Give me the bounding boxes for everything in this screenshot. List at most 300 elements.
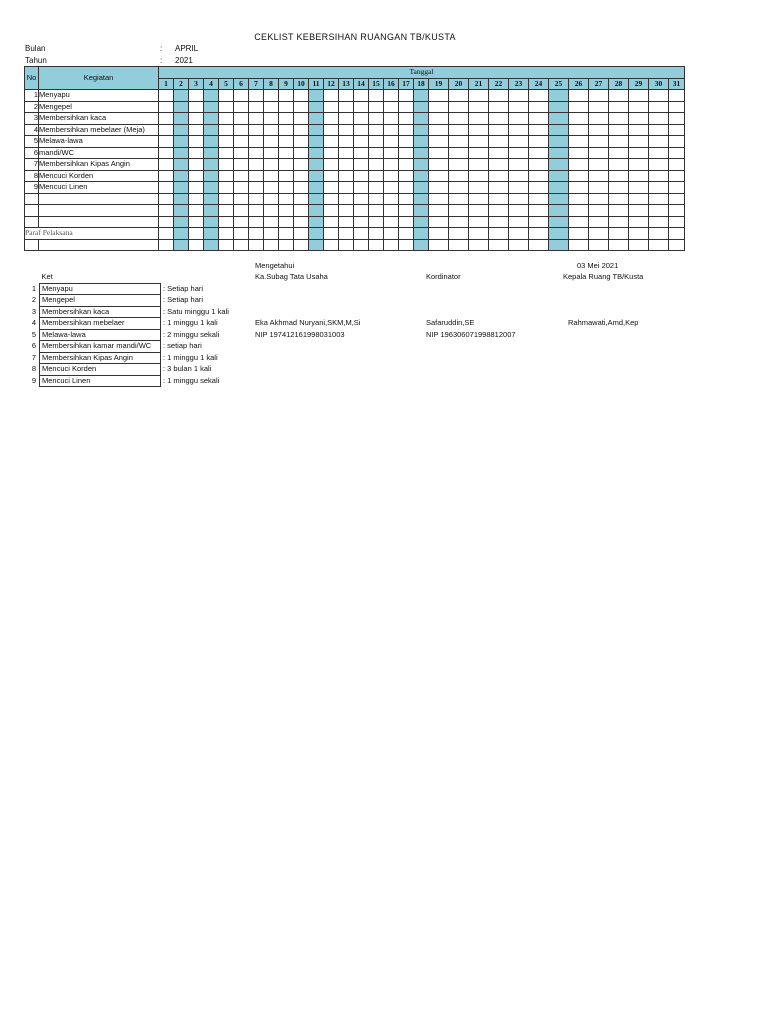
- check-cell[interactable]: [249, 113, 264, 125]
- check-cell[interactable]: [669, 205, 685, 217]
- check-cell[interactable]: [189, 159, 204, 171]
- check-cell[interactable]: [189, 170, 204, 182]
- check-cell[interactable]: [189, 113, 204, 125]
- check-cell[interactable]: [529, 182, 549, 194]
- check-cell[interactable]: [629, 113, 649, 125]
- check-cell[interactable]: [294, 216, 309, 228]
- check-cell[interactable]: [219, 193, 234, 205]
- check-cell[interactable]: [369, 239, 384, 251]
- check-cell[interactable]: [204, 90, 219, 102]
- check-cell[interactable]: [469, 239, 489, 251]
- check-cell[interactable]: [629, 124, 649, 136]
- check-cell[interactable]: [649, 193, 669, 205]
- check-cell[interactable]: [449, 101, 469, 113]
- check-cell[interactable]: [324, 239, 339, 251]
- check-cell[interactable]: [324, 228, 339, 240]
- check-cell[interactable]: [219, 124, 234, 136]
- check-cell[interactable]: [204, 193, 219, 205]
- check-cell[interactable]: [569, 124, 589, 136]
- check-cell[interactable]: [354, 124, 369, 136]
- check-cell[interactable]: [649, 124, 669, 136]
- check-cell[interactable]: [174, 90, 189, 102]
- check-cell[interactable]: [629, 147, 649, 159]
- check-cell[interactable]: [589, 170, 609, 182]
- check-cell[interactable]: [294, 136, 309, 148]
- check-cell[interactable]: [264, 147, 279, 159]
- check-cell[interactable]: [324, 182, 339, 194]
- check-cell[interactable]: [529, 159, 549, 171]
- check-cell[interactable]: [414, 90, 429, 102]
- check-cell[interactable]: [549, 113, 569, 125]
- check-cell[interactable]: [279, 170, 294, 182]
- check-cell[interactable]: [489, 193, 509, 205]
- check-cell[interactable]: [589, 193, 609, 205]
- check-cell[interactable]: [549, 90, 569, 102]
- check-cell[interactable]: [264, 113, 279, 125]
- check-cell[interactable]: [309, 90, 324, 102]
- check-cell[interactable]: [589, 216, 609, 228]
- check-cell[interactable]: [399, 124, 414, 136]
- check-cell[interactable]: [204, 228, 219, 240]
- check-cell[interactable]: [609, 216, 629, 228]
- check-cell[interactable]: [219, 147, 234, 159]
- check-cell[interactable]: [294, 124, 309, 136]
- check-cell[interactable]: [399, 239, 414, 251]
- check-cell[interactable]: [219, 101, 234, 113]
- check-cell[interactable]: [414, 170, 429, 182]
- check-cell[interactable]: [589, 205, 609, 217]
- check-cell[interactable]: [669, 170, 685, 182]
- check-cell[interactable]: [189, 228, 204, 240]
- check-cell[interactable]: [589, 182, 609, 194]
- check-cell[interactable]: [549, 193, 569, 205]
- check-cell[interactable]: [249, 182, 264, 194]
- check-cell[interactable]: [509, 182, 529, 194]
- check-cell[interactable]: [649, 159, 669, 171]
- check-cell[interactable]: [429, 170, 449, 182]
- check-cell[interactable]: [649, 239, 669, 251]
- check-cell[interactable]: [509, 170, 529, 182]
- check-cell[interactable]: [294, 239, 309, 251]
- check-cell[interactable]: [449, 124, 469, 136]
- check-cell[interactable]: [509, 136, 529, 148]
- check-cell[interactable]: [249, 216, 264, 228]
- check-cell[interactable]: [609, 239, 629, 251]
- check-cell[interactable]: [569, 147, 589, 159]
- check-cell[interactable]: [509, 113, 529, 125]
- check-cell[interactable]: [629, 136, 649, 148]
- check-cell[interactable]: [294, 113, 309, 125]
- check-cell[interactable]: [669, 182, 685, 194]
- check-cell[interactable]: [234, 124, 249, 136]
- check-cell[interactable]: [549, 124, 569, 136]
- check-cell[interactable]: [489, 113, 509, 125]
- check-cell[interactable]: [489, 101, 509, 113]
- check-cell[interactable]: [219, 216, 234, 228]
- check-cell[interactable]: [569, 239, 589, 251]
- check-cell[interactable]: [489, 205, 509, 217]
- check-cell[interactable]: [354, 101, 369, 113]
- check-cell[interactable]: [219, 239, 234, 251]
- check-cell[interactable]: [649, 228, 669, 240]
- check-cell[interactable]: [309, 228, 324, 240]
- check-cell[interactable]: [384, 216, 399, 228]
- check-cell[interactable]: [354, 216, 369, 228]
- check-cell[interactable]: [489, 136, 509, 148]
- check-cell[interactable]: [399, 147, 414, 159]
- check-cell[interactable]: [509, 239, 529, 251]
- check-cell[interactable]: [429, 113, 449, 125]
- check-cell[interactable]: [174, 124, 189, 136]
- check-cell[interactable]: [159, 113, 174, 125]
- check-cell[interactable]: [429, 193, 449, 205]
- check-cell[interactable]: [609, 113, 629, 125]
- check-cell[interactable]: [384, 90, 399, 102]
- check-cell[interactable]: [414, 147, 429, 159]
- check-cell[interactable]: [174, 216, 189, 228]
- check-cell[interactable]: [264, 205, 279, 217]
- check-cell[interactable]: [324, 136, 339, 148]
- check-cell[interactable]: [489, 90, 509, 102]
- check-cell[interactable]: [279, 113, 294, 125]
- check-cell[interactable]: [589, 239, 609, 251]
- check-cell[interactable]: [354, 228, 369, 240]
- check-cell[interactable]: [569, 90, 589, 102]
- check-cell[interactable]: [469, 90, 489, 102]
- check-cell[interactable]: [354, 182, 369, 194]
- check-cell[interactable]: [549, 159, 569, 171]
- check-cell[interactable]: [249, 147, 264, 159]
- check-cell[interactable]: [629, 239, 649, 251]
- check-cell[interactable]: [309, 101, 324, 113]
- check-cell[interactable]: [264, 124, 279, 136]
- check-cell[interactable]: [429, 182, 449, 194]
- check-cell[interactable]: [469, 182, 489, 194]
- check-cell[interactable]: [354, 147, 369, 159]
- check-cell[interactable]: [159, 182, 174, 194]
- check-cell[interactable]: [529, 205, 549, 217]
- check-cell[interactable]: [279, 136, 294, 148]
- check-cell[interactable]: [609, 193, 629, 205]
- check-cell[interactable]: [159, 147, 174, 159]
- check-cell[interactable]: [249, 101, 264, 113]
- check-cell[interactable]: [629, 228, 649, 240]
- check-cell[interactable]: [339, 101, 354, 113]
- check-cell[interactable]: [469, 159, 489, 171]
- check-cell[interactable]: [429, 216, 449, 228]
- check-cell[interactable]: [309, 159, 324, 171]
- check-cell[interactable]: [399, 113, 414, 125]
- check-cell[interactable]: [264, 193, 279, 205]
- check-cell[interactable]: [159, 90, 174, 102]
- check-cell[interactable]: [429, 101, 449, 113]
- check-cell[interactable]: [234, 101, 249, 113]
- check-cell[interactable]: [589, 113, 609, 125]
- check-cell[interactable]: [469, 205, 489, 217]
- check-cell[interactable]: [569, 205, 589, 217]
- check-cell[interactable]: [369, 205, 384, 217]
- check-cell[interactable]: [249, 170, 264, 182]
- check-cell[interactable]: [399, 136, 414, 148]
- check-cell[interactable]: [449, 228, 469, 240]
- check-cell[interactable]: [279, 182, 294, 194]
- check-cell[interactable]: [369, 182, 384, 194]
- check-cell[interactable]: [569, 113, 589, 125]
- check-cell[interactable]: [569, 136, 589, 148]
- check-cell[interactable]: [204, 147, 219, 159]
- check-cell[interactable]: [384, 193, 399, 205]
- check-cell[interactable]: [174, 147, 189, 159]
- check-cell[interactable]: [339, 136, 354, 148]
- check-cell[interactable]: [669, 193, 685, 205]
- check-cell[interactable]: [309, 170, 324, 182]
- check-cell[interactable]: [509, 90, 529, 102]
- check-cell[interactable]: [529, 101, 549, 113]
- check-cell[interactable]: [414, 182, 429, 194]
- check-cell[interactable]: [339, 159, 354, 171]
- check-cell[interactable]: [279, 205, 294, 217]
- check-cell[interactable]: [649, 205, 669, 217]
- check-cell[interactable]: [189, 136, 204, 148]
- check-cell[interactable]: [589, 90, 609, 102]
- check-cell[interactable]: [429, 205, 449, 217]
- check-cell[interactable]: [449, 113, 469, 125]
- check-cell[interactable]: [249, 136, 264, 148]
- check-cell[interactable]: [324, 90, 339, 102]
- check-cell[interactable]: [399, 101, 414, 113]
- check-cell[interactable]: [469, 170, 489, 182]
- check-cell[interactable]: [384, 136, 399, 148]
- check-cell[interactable]: [369, 124, 384, 136]
- check-cell[interactable]: [294, 147, 309, 159]
- check-cell[interactable]: [294, 170, 309, 182]
- check-cell[interactable]: [279, 228, 294, 240]
- check-cell[interactable]: [569, 182, 589, 194]
- check-cell[interactable]: [189, 193, 204, 205]
- check-cell[interactable]: [369, 159, 384, 171]
- check-cell[interactable]: [649, 90, 669, 102]
- check-cell[interactable]: [414, 205, 429, 217]
- check-cell[interactable]: [469, 101, 489, 113]
- check-cell[interactable]: [629, 182, 649, 194]
- check-cell[interactable]: [384, 159, 399, 171]
- check-cell[interactable]: [469, 216, 489, 228]
- check-cell[interactable]: [174, 136, 189, 148]
- check-cell[interactable]: [264, 90, 279, 102]
- check-cell[interactable]: [569, 193, 589, 205]
- check-cell[interactable]: [189, 205, 204, 217]
- check-cell[interactable]: [414, 101, 429, 113]
- check-cell[interactable]: [159, 205, 174, 217]
- check-cell[interactable]: [339, 205, 354, 217]
- check-cell[interactable]: [339, 90, 354, 102]
- check-cell[interactable]: [399, 228, 414, 240]
- check-cell[interactable]: [609, 205, 629, 217]
- check-cell[interactable]: [529, 90, 549, 102]
- check-cell[interactable]: [279, 101, 294, 113]
- check-cell[interactable]: [429, 90, 449, 102]
- check-cell[interactable]: [279, 90, 294, 102]
- check-cell[interactable]: [399, 170, 414, 182]
- check-cell[interactable]: [294, 90, 309, 102]
- check-cell[interactable]: [529, 216, 549, 228]
- check-cell[interactable]: [219, 136, 234, 148]
- check-cell[interactable]: [339, 124, 354, 136]
- check-cell[interactable]: [669, 90, 685, 102]
- check-cell[interactable]: [649, 136, 669, 148]
- check-cell[interactable]: [429, 147, 449, 159]
- check-cell[interactable]: [159, 228, 174, 240]
- check-cell[interactable]: [294, 205, 309, 217]
- check-cell[interactable]: [174, 205, 189, 217]
- check-cell[interactable]: [429, 124, 449, 136]
- check-cell[interactable]: [629, 159, 649, 171]
- check-cell[interactable]: [414, 124, 429, 136]
- check-cell[interactable]: [449, 170, 469, 182]
- check-cell[interactable]: [669, 228, 685, 240]
- check-cell[interactable]: [399, 159, 414, 171]
- check-cell[interactable]: [264, 159, 279, 171]
- check-cell[interactable]: [174, 193, 189, 205]
- check-cell[interactable]: [339, 193, 354, 205]
- check-cell[interactable]: [569, 170, 589, 182]
- check-cell[interactable]: [384, 101, 399, 113]
- check-cell[interactable]: [529, 113, 549, 125]
- check-cell[interactable]: [509, 205, 529, 217]
- check-cell[interactable]: [609, 147, 629, 159]
- check-cell[interactable]: [204, 170, 219, 182]
- check-cell[interactable]: [569, 101, 589, 113]
- check-cell[interactable]: [204, 124, 219, 136]
- check-cell[interactable]: [384, 239, 399, 251]
- check-cell[interactable]: [369, 90, 384, 102]
- check-cell[interactable]: [309, 124, 324, 136]
- check-cell[interactable]: [549, 239, 569, 251]
- check-cell[interactable]: [234, 228, 249, 240]
- check-cell[interactable]: [279, 124, 294, 136]
- check-cell[interactable]: [589, 228, 609, 240]
- check-cell[interactable]: [159, 136, 174, 148]
- check-cell[interactable]: [469, 124, 489, 136]
- check-cell[interactable]: [294, 182, 309, 194]
- check-cell[interactable]: [189, 182, 204, 194]
- check-cell[interactable]: [354, 136, 369, 148]
- check-cell[interactable]: [159, 124, 174, 136]
- check-cell[interactable]: [159, 239, 174, 251]
- check-cell[interactable]: [489, 239, 509, 251]
- check-cell[interactable]: [249, 90, 264, 102]
- check-cell[interactable]: [189, 101, 204, 113]
- check-cell[interactable]: [569, 228, 589, 240]
- check-cell[interactable]: [339, 170, 354, 182]
- check-cell[interactable]: [629, 216, 649, 228]
- check-cell[interactable]: [354, 193, 369, 205]
- check-cell[interactable]: [249, 228, 264, 240]
- check-cell[interactable]: [204, 136, 219, 148]
- check-cell[interactable]: [529, 193, 549, 205]
- check-cell[interactable]: [174, 101, 189, 113]
- check-cell[interactable]: [204, 101, 219, 113]
- check-cell[interactable]: [489, 159, 509, 171]
- check-cell[interactable]: [609, 182, 629, 194]
- check-cell[interactable]: [279, 216, 294, 228]
- check-cell[interactable]: [234, 90, 249, 102]
- check-cell[interactable]: [339, 147, 354, 159]
- check-cell[interactable]: [369, 170, 384, 182]
- check-cell[interactable]: [569, 216, 589, 228]
- check-cell[interactable]: [649, 182, 669, 194]
- check-cell[interactable]: [354, 90, 369, 102]
- check-cell[interactable]: [204, 216, 219, 228]
- check-cell[interactable]: [669, 113, 685, 125]
- check-cell[interactable]: [669, 239, 685, 251]
- check-cell[interactable]: [589, 124, 609, 136]
- check-cell[interactable]: [384, 182, 399, 194]
- check-cell[interactable]: [339, 182, 354, 194]
- check-cell[interactable]: [609, 90, 629, 102]
- check-cell[interactable]: [234, 170, 249, 182]
- check-cell[interactable]: [489, 182, 509, 194]
- check-cell[interactable]: [294, 101, 309, 113]
- check-cell[interactable]: [449, 90, 469, 102]
- check-cell[interactable]: [249, 124, 264, 136]
- check-cell[interactable]: [204, 239, 219, 251]
- check-cell[interactable]: [234, 216, 249, 228]
- check-cell[interactable]: [354, 159, 369, 171]
- check-cell[interactable]: [414, 159, 429, 171]
- check-cell[interactable]: [549, 170, 569, 182]
- check-cell[interactable]: [174, 239, 189, 251]
- check-cell[interactable]: [509, 216, 529, 228]
- check-cell[interactable]: [174, 170, 189, 182]
- check-cell[interactable]: [629, 193, 649, 205]
- check-cell[interactable]: [249, 239, 264, 251]
- check-cell[interactable]: [649, 113, 669, 125]
- check-cell[interactable]: [369, 147, 384, 159]
- check-cell[interactable]: [549, 101, 569, 113]
- check-cell[interactable]: [159, 159, 174, 171]
- check-cell[interactable]: [189, 90, 204, 102]
- check-cell[interactable]: [529, 228, 549, 240]
- check-cell[interactable]: [399, 182, 414, 194]
- check-cell[interactable]: [324, 205, 339, 217]
- check-cell[interactable]: [324, 101, 339, 113]
- check-cell[interactable]: [369, 136, 384, 148]
- check-cell[interactable]: [339, 228, 354, 240]
- check-cell[interactable]: [219, 205, 234, 217]
- check-cell[interactable]: [449, 182, 469, 194]
- check-cell[interactable]: [204, 205, 219, 217]
- check-cell[interactable]: [629, 90, 649, 102]
- check-cell[interactable]: [219, 170, 234, 182]
- check-cell[interactable]: [509, 193, 529, 205]
- check-cell[interactable]: [324, 216, 339, 228]
- check-cell[interactable]: [469, 193, 489, 205]
- check-cell[interactable]: [309, 239, 324, 251]
- check-cell[interactable]: [234, 239, 249, 251]
- check-cell[interactable]: [549, 216, 569, 228]
- check-cell[interactable]: [669, 136, 685, 148]
- check-cell[interactable]: [249, 193, 264, 205]
- check-cell[interactable]: [449, 136, 469, 148]
- check-cell[interactable]: [294, 228, 309, 240]
- check-cell[interactable]: [669, 159, 685, 171]
- check-cell[interactable]: [649, 147, 669, 159]
- check-cell[interactable]: [294, 193, 309, 205]
- check-cell[interactable]: [234, 147, 249, 159]
- check-cell[interactable]: [174, 113, 189, 125]
- check-cell[interactable]: [399, 216, 414, 228]
